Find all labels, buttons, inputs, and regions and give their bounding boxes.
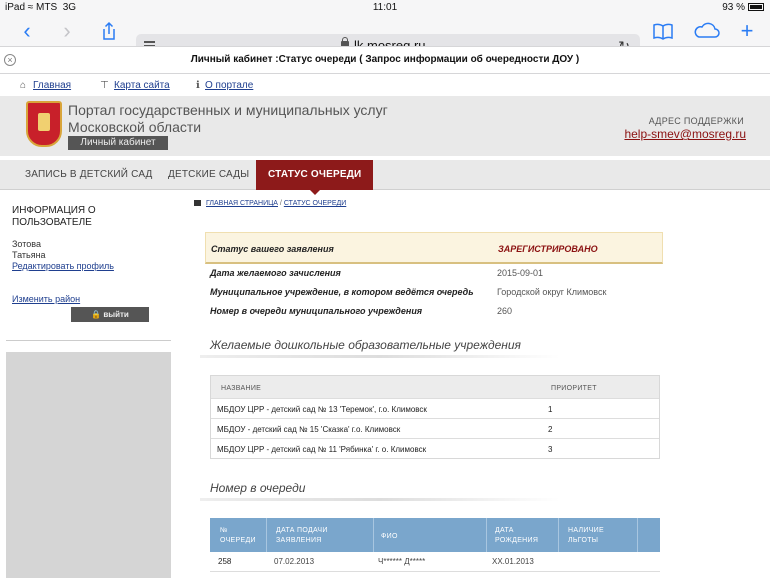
- column-header-date: ДАТА ПОДАЧИ ЗАЯВЛЕНИЯ: [276, 527, 328, 544]
- number-label: Номер в очереди муниципального учреждения: [210, 306, 423, 316]
- forward-icon[interactable]: ›: [63, 18, 71, 43]
- institution-value: Городской округ Климовск: [497, 287, 607, 297]
- tab-enroll[interactable]: ЗАПИСЬ В ДЕТСКИЙ САД: [25, 169, 153, 180]
- table-row: [211, 438, 659, 458]
- kindergartens-section-title: Желаемые дошкольные образовательные учреждения: [210, 338, 521, 352]
- status-row: [205, 232, 663, 264]
- table-header: [211, 376, 659, 398]
- back-icon[interactable]: ‹: [23, 18, 31, 43]
- coat-of-arms-icon: [26, 101, 62, 147]
- sitemap-icon: ⊤: [100, 80, 109, 91]
- personal-cabinet-badge: Личный кабинет: [68, 136, 168, 150]
- queue-birth-date: ХХ.01.2013: [492, 557, 534, 566]
- date-value: 2015-09-01: [497, 268, 544, 278]
- status-badge: ЗАРЕГИСТРИРОВАНО: [498, 244, 598, 254]
- queue-section-title: Номер в очереди: [210, 481, 306, 495]
- table-row: [211, 418, 659, 438]
- breadcrumb-current[interactable]: СТАТУС ОЧЕРЕДИ: [283, 200, 347, 207]
- breadcrumb-separator: /: [279, 200, 282, 207]
- tab-bar: [0, 46, 770, 74]
- network-label: 3G: [62, 2, 77, 13]
- edit-profile-link[interactable]: Редактировать профиль: [12, 261, 114, 271]
- portal-title-line2: Московской области: [68, 119, 202, 135]
- breadcrumb: [194, 199, 346, 207]
- kindergarten-priority: 2: [548, 425, 553, 434]
- column-header-fio: ФИО: [381, 533, 398, 540]
- queue-table: [210, 518, 660, 572]
- breadcrumb-home[interactable]: ГЛАВНАЯ СТРАНИЦА: [206, 200, 278, 207]
- sidebar-divider: [6, 340, 171, 341]
- battery-indicator: 93 %: [722, 2, 764, 13]
- about-link[interactable]: О портале: [205, 80, 254, 91]
- change-region-link[interactable]: Изменить район: [12, 294, 81, 304]
- ios-status-bar: [0, 0, 770, 16]
- top-links: [0, 75, 770, 95]
- kindergarten-name: МБДОУ ЦРР - детский сад № 13 'Теремок', г.о. Климовск: [217, 405, 427, 414]
- date-label: Дата желаемого зачисления: [210, 268, 341, 278]
- tab-kindergartens[interactable]: ДЕТСКИЕ САДЫ: [168, 169, 250, 180]
- date-row: [205, 264, 663, 283]
- user-info-heading: ИНФОРМАЦИЯ О ПОЛЬЗОВАТЕЛЕ: [12, 205, 96, 228]
- tab-queue-status[interactable]: СТАТУС ОЧЕРЕДИ: [256, 160, 373, 190]
- application-info: [205, 232, 663, 321]
- sitemap-link[interactable]: Карта сайта: [114, 80, 170, 91]
- kindergarten-name: МБДОУ ЦРР - детский сад № 11 'Рябинка' г. о. Климовск: [217, 445, 427, 454]
- column-header-priority: ПРИОРИТЕТ: [551, 385, 597, 392]
- table-header: [210, 518, 660, 552]
- column-header-name: НАЗВАНИЕ: [221, 385, 262, 392]
- institution-label: Муниципальное учреждение, в котором ведётся очередь: [210, 287, 474, 297]
- user-surname: Зотова: [12, 239, 41, 249]
- user-sidebar: [6, 190, 171, 578]
- kindergarten-name: МБДОУ - детский сад № 15 'Сказка' г.о. Климовск: [217, 425, 401, 434]
- column-header-benefit: НАЛИЧИЕ ЛЬГОТЫ: [568, 527, 604, 544]
- new-tab-icon[interactable]: +: [740, 18, 754, 43]
- queue-fio: Ч****** Д*****: [378, 557, 426, 566]
- clock: 11:01: [372, 2, 398, 13]
- queue-date: 07.02.2013: [274, 557, 315, 566]
- lock-icon: [194, 200, 201, 206]
- browser-toolbar: [0, 16, 770, 46]
- info-icon: ℹ: [196, 80, 200, 91]
- carrier-label: iPad ≈ MTS 3G: [5, 2, 77, 13]
- queue-number: 258: [218, 557, 232, 566]
- user-first-name: Татьяна: [12, 250, 46, 260]
- tab-title[interactable]: Личный кабинет :Статус очереди ( Запрос информации об очередности ДОУ ): [190, 54, 580, 65]
- kindergarten-priority: 3: [548, 445, 553, 454]
- section-divider: [200, 355, 560, 358]
- column-header-birth: ДАТА РОЖДЕНИЯ: [495, 527, 539, 544]
- bookmarks-icon[interactable]: [652, 20, 674, 42]
- portal-title-line1: Портал государственных и муниципальных услуг: [68, 102, 388, 118]
- cloud-tabs-icon[interactable]: [692, 20, 722, 42]
- sidebar-panel: [6, 352, 171, 578]
- home-icon: ⌂: [20, 80, 27, 91]
- battery-icon: [748, 3, 764, 11]
- column-header-number: № ОЧЕРЕДИ: [220, 527, 256, 544]
- institution-row: [205, 283, 663, 302]
- status-label: Статус вашего заявления: [211, 244, 334, 254]
- table-row: [211, 398, 659, 418]
- lock-icon: 🔒: [91, 310, 102, 319]
- support-email-link[interactable]: help-smev@mosreg.ru: [624, 127, 746, 141]
- support-label: АДРЕС ПОДДЕРЖКИ: [648, 116, 744, 126]
- kindergarten-priority: 1: [548, 405, 553, 414]
- portal-header: [0, 96, 770, 156]
- main-nav: [0, 160, 770, 190]
- section-divider: [200, 498, 560, 501]
- logout-button[interactable]: 🔒 выйти: [71, 307, 149, 322]
- close-tab-icon[interactable]: ×: [4, 54, 16, 66]
- number-row: [205, 302, 663, 321]
- number-value: 260: [497, 306, 513, 316]
- share-icon[interactable]: [98, 20, 120, 42]
- home-link[interactable]: Главная: [33, 80, 72, 91]
- kindergartens-table: [210, 375, 660, 459]
- table-row: [210, 552, 660, 572]
